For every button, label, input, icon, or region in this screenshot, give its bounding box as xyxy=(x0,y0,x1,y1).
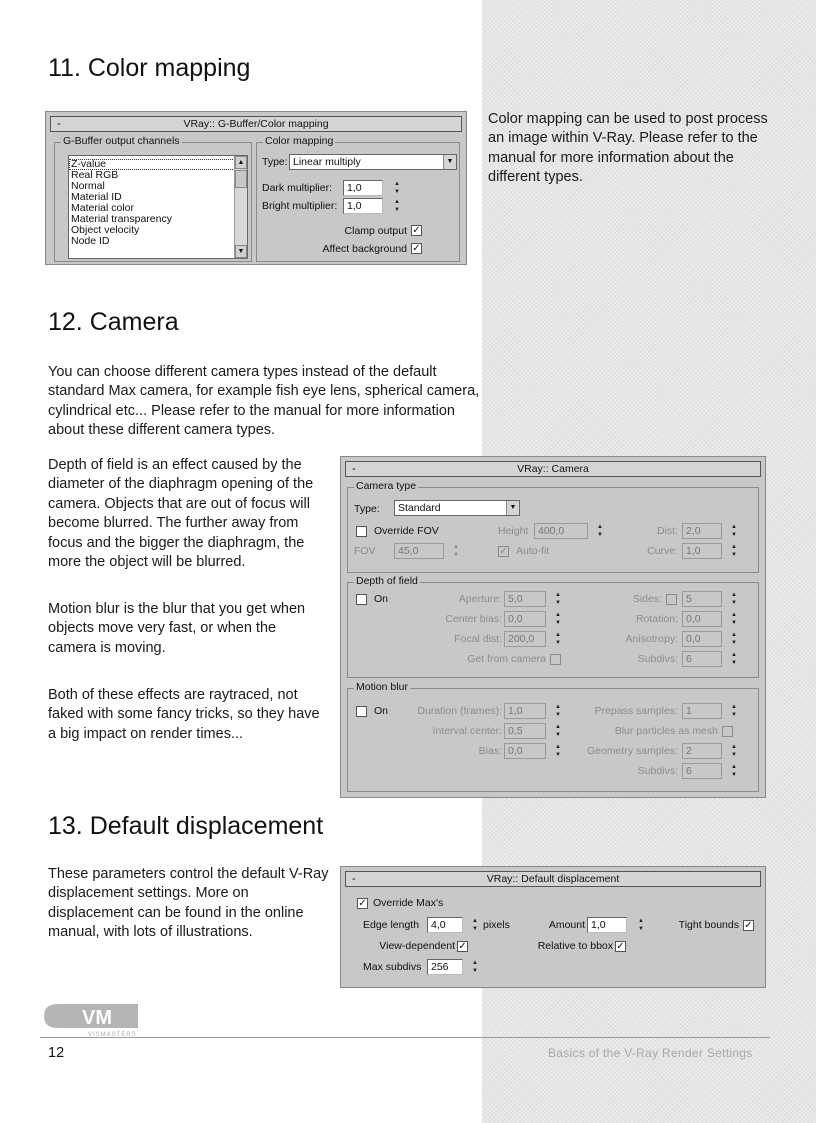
focal-dist-label: Focal dist: xyxy=(454,633,502,645)
spinner-icon[interactable]: ▲ ▼ xyxy=(597,524,603,538)
interval-center-input[interactable]: 0,5 xyxy=(504,723,546,739)
camera-type-group xyxy=(347,480,759,573)
camera-type-value: Standard xyxy=(398,502,441,514)
spinner-icon[interactable]: ▲ ▼ xyxy=(472,960,478,974)
spinner-icon[interactable]: ▲ ▼ xyxy=(394,199,400,213)
aperture-input[interactable]: 5,0 xyxy=(504,591,546,607)
list-item[interactable]: Material ID xyxy=(71,191,122,203)
color-mapping-text: Color mapping can be used to post process an image within V-Ray. Please refer to the manual for more information about the different types. xyxy=(488,111,768,186)
tight-bounds-checkbox[interactable] xyxy=(743,920,754,931)
vismasters-logo-icon xyxy=(40,998,144,1038)
raytraced-effects-text: Both of these effects are raytraced, not faked with some fancy tricks, so they have a big impact on render times... xyxy=(48,687,320,742)
checkmark-icon: ✓ xyxy=(458,941,467,952)
type-label: Type: xyxy=(262,156,288,168)
camera-type-dropdown[interactable] xyxy=(394,500,520,516)
list-item[interactable]: Material color xyxy=(71,202,135,214)
footer-divider xyxy=(40,1037,770,1038)
list-item[interactable]: Normal xyxy=(71,180,105,192)
rotation-input[interactable]: 0,0 xyxy=(682,611,722,627)
scroll-thumb[interactable] xyxy=(235,170,247,188)
spinner-icon[interactable]: ▲ ▼ xyxy=(731,744,737,758)
checkmark-icon: ✓ xyxy=(358,898,367,909)
list-item[interactable]: Real RGB xyxy=(71,169,119,181)
duration-label: Duration (frames): xyxy=(417,705,502,717)
dropdown-arrow-icon[interactable]: ▼ xyxy=(506,501,519,515)
mb-subdivs-input[interactable]: 6 xyxy=(682,763,722,779)
displacement-panel xyxy=(340,866,766,988)
list-item[interactable]: Object velocity xyxy=(71,224,140,236)
list-item[interactable]: Z-value xyxy=(69,159,247,170)
spinner-icon[interactable]: ▲ ▼ xyxy=(555,744,561,758)
auto-fit-label: Auto-fit xyxy=(516,545,550,557)
heading-color-mapping: 11. Color mapping xyxy=(48,54,251,82)
dist-label: Dist: xyxy=(657,525,678,537)
prepass-samples-input[interactable]: 1 xyxy=(682,703,722,719)
camera-panel-titlebar[interactable] xyxy=(345,461,761,477)
footer-title: Basics of the V-Ray Render Settings xyxy=(548,1046,753,1060)
camera-panel-title: VRay:: Camera xyxy=(517,463,589,475)
center-bias-input[interactable]: 0,0 xyxy=(504,611,546,627)
collapse-icon[interactable]: - xyxy=(57,118,61,130)
page-number: 12 xyxy=(48,1045,65,1061)
prepass-samples-label: Prepass samples: xyxy=(594,705,678,717)
blur-particles-checkbox[interactable] xyxy=(722,726,733,737)
height-input[interactable]: 400,0 xyxy=(534,523,588,539)
camera-type-title: Camera type xyxy=(356,480,417,492)
dark-multiplier-input[interactable]: 1,0 xyxy=(343,180,383,196)
dof-on-label: On xyxy=(374,593,389,605)
checkmark-icon: ✓ xyxy=(412,225,421,236)
pixels-label: pixels xyxy=(483,919,510,931)
edge-length-label: Edge length xyxy=(363,919,420,931)
gbuffer-channels-list[interactable] xyxy=(68,155,248,259)
get-from-camera-label: Get from camera xyxy=(467,653,546,665)
motion-blur-title: Motion blur xyxy=(356,681,408,693)
geometry-samples-label: Geometry samples: xyxy=(586,745,678,757)
amount-label: Amount xyxy=(548,919,585,931)
gbuffer-color-mapping-panel xyxy=(45,111,467,265)
heading-default-displacement: 13. Default displacement xyxy=(48,812,324,840)
spinner-icon[interactable]: ▲ ▼ xyxy=(555,632,561,646)
depth-of-field-title: Depth of field xyxy=(356,575,418,587)
bright-multiplier-label: Bright multiplier: xyxy=(262,200,338,212)
camera-intro-text: You can choose different camera types instead of the default standard Max camera, for example fish eye lens, spherical camera, cylindrical etc... Please refer to the manual for more information about these different camera types. xyxy=(48,364,480,439)
dropdown-arrow-icon[interactable]: ▼ xyxy=(443,155,456,169)
scroll-down-icon[interactable]: ▼ xyxy=(235,245,247,258)
aperture-label: Aperture: xyxy=(458,593,502,605)
view-dependent-checkbox[interactable] xyxy=(457,941,468,952)
curve-label: Curve: xyxy=(647,545,678,557)
dark-multiplier-label: Dark multiplier: xyxy=(262,182,333,194)
interval-center-label: Interval center: xyxy=(432,725,502,737)
depth-of-field-group xyxy=(347,575,759,678)
view-dependent-label: View-dependent xyxy=(379,940,455,952)
override-max-label: Override Max's xyxy=(373,897,444,909)
motion-blur-group xyxy=(347,681,759,792)
anisotropy-label: Anisotropy: xyxy=(625,633,678,645)
logo-subtext: VISMASTERS xyxy=(88,1032,137,1038)
clamp-output-checkbox[interactable] xyxy=(411,225,422,236)
collapse-icon[interactable]: - xyxy=(352,463,356,475)
list-scrollbar[interactable] xyxy=(234,156,247,258)
sides-checkbox[interactable] xyxy=(666,594,677,605)
spinner-icon[interactable]: ▲ ▼ xyxy=(638,918,644,932)
anisotropy-input[interactable]: 0,0 xyxy=(682,631,722,647)
bright-multiplier-input[interactable]: 1,0 xyxy=(343,198,383,214)
spinner-icon[interactable]: ▲ ▼ xyxy=(731,524,737,538)
spinner-icon[interactable]: ▲ ▼ xyxy=(555,612,561,626)
color-mapping-title: Color mapping xyxy=(265,135,334,147)
sides-input[interactable]: 5 xyxy=(682,591,722,607)
motion-blur-on-checkbox[interactable] xyxy=(356,706,367,717)
spinner-icon[interactable]: ▲ ▼ xyxy=(731,764,737,778)
height-label: Height xyxy=(498,525,529,537)
bias-input[interactable]: 0,0 xyxy=(504,743,546,759)
spinner-icon[interactable]: ▲ ▼ xyxy=(555,592,561,606)
geometry-samples-input[interactable]: 2 xyxy=(682,743,722,759)
get-from-camera-checkbox[interactable] xyxy=(550,654,561,665)
color-mapping-group xyxy=(256,135,460,262)
checkmark-icon: ✓ xyxy=(744,920,753,931)
spinner-icon[interactable]: ▲ ▼ xyxy=(731,632,737,646)
clamp-output-label: Clamp output xyxy=(344,225,407,237)
focal-dist-input[interactable]: 200,0 xyxy=(504,631,546,647)
mb-subdivs-label: Subdivs: xyxy=(637,765,678,777)
gbuffer-panel-title: VRay:: G-Buffer/Color mapping xyxy=(183,118,329,130)
center-bias-label: Center bias: xyxy=(445,613,502,625)
motion-blur-on-label: On xyxy=(374,705,389,717)
spinner-icon[interactable]: ▲ ▼ xyxy=(453,544,459,558)
color-mapping-type-dropdown[interactable] xyxy=(289,154,457,170)
duration-input[interactable]: 1,0 xyxy=(504,703,546,719)
heading-camera: 12. Camera xyxy=(48,308,179,336)
collapse-icon[interactable]: - xyxy=(352,873,356,885)
checkmark-icon: ✓ xyxy=(616,941,625,952)
override-max-checkbox[interactable] xyxy=(357,898,368,909)
depth-of-field-text: Depth of field is an effect caused by the diameter of the diaphragm opening of the camera. Objects that are out of focus will become blurred. The further away from focus and the bigger the diaphragm, the more the object will be blurred. xyxy=(48,457,314,571)
dof-subdivs-input[interactable]: 6 xyxy=(682,651,722,667)
spinner-icon[interactable]: ▲ ▼ xyxy=(731,704,737,718)
sides-label: Sides: xyxy=(632,593,662,605)
spinner-icon[interactable]: ▲ ▼ xyxy=(731,612,737,626)
checkmark-icon: ✓ xyxy=(412,243,421,254)
max-subdivs-label: Max subdivs xyxy=(363,961,422,973)
gbuffer-panel-titlebar[interactable] xyxy=(50,116,462,132)
auto-fit-checkbox[interactable] xyxy=(498,546,509,557)
logo-text: VM xyxy=(82,1007,112,1029)
gbuffer-channels-group xyxy=(54,135,252,262)
override-fov-checkbox[interactable] xyxy=(356,526,367,537)
displacement-panel-title: VRay:: Default displacement xyxy=(486,873,620,885)
relative-to-bbox-label: Relative to bbox xyxy=(537,940,613,952)
affect-background-label: Affect background xyxy=(322,243,407,255)
list-item[interactable]: Node ID xyxy=(71,235,110,247)
override-fov-label: Override FOV xyxy=(374,525,439,537)
spinner-icon[interactable]: ▲ ▼ xyxy=(731,544,737,558)
list-item[interactable]: Material transparency xyxy=(71,213,172,225)
relative-to-bbox-checkbox[interactable] xyxy=(615,941,626,952)
spinner-icon[interactable]: ▲ ▼ xyxy=(731,592,737,606)
affect-background-checkbox[interactable] xyxy=(411,243,422,254)
displacement-panel-titlebar[interactable] xyxy=(345,871,761,887)
gbuffer-channels-title: G-Buffer output channels xyxy=(63,135,180,147)
scroll-up-icon[interactable]: ▲ xyxy=(235,156,247,169)
edge-length-input[interactable]: 4,0 xyxy=(427,917,463,933)
motion-blur-text: Motion blur is the blur that you get when objects move very fast, or when the camera is moving. xyxy=(48,601,306,656)
spinner-icon[interactable]: ▲ ▼ xyxy=(731,652,737,666)
checkmark-icon: ✓ xyxy=(499,546,508,557)
color-mapping-type-value: Linear multiply xyxy=(293,156,361,168)
amount-input[interactable]: 1,0 xyxy=(587,917,627,933)
dof-subdivs-label: Subdivs: xyxy=(637,653,678,665)
tight-bounds-label: Tight bounds xyxy=(678,919,739,931)
fov-input[interactable]: 45,0 xyxy=(394,543,444,559)
camera-type-label: Type: xyxy=(354,503,380,515)
fov-label: FOV xyxy=(354,545,376,557)
spinner-icon[interactable]: ▲ ▼ xyxy=(555,724,561,738)
bias-label: Bias: xyxy=(478,745,502,757)
spinner-icon[interactable]: ▲ ▼ xyxy=(394,181,400,195)
dof-on-checkbox[interactable] xyxy=(356,594,367,605)
spinner-icon[interactable]: ▲ ▼ xyxy=(472,918,478,932)
curve-input[interactable]: 1,0 xyxy=(682,543,722,559)
dist-input[interactable]: 2,0 xyxy=(682,523,722,539)
spinner-icon[interactable]: ▲ ▼ xyxy=(555,704,561,718)
rotation-label: Rotation: xyxy=(635,613,678,625)
blur-particles-label: Blur particles as mesh xyxy=(614,725,718,737)
camera-panel xyxy=(340,456,766,798)
max-subdivs-input[interactable]: 256 xyxy=(427,959,463,975)
default-displacement-text: These parameters control the default V-Ray displacement settings. More on displacement can be found in the online manual, with lots of illustrations. xyxy=(48,866,329,941)
